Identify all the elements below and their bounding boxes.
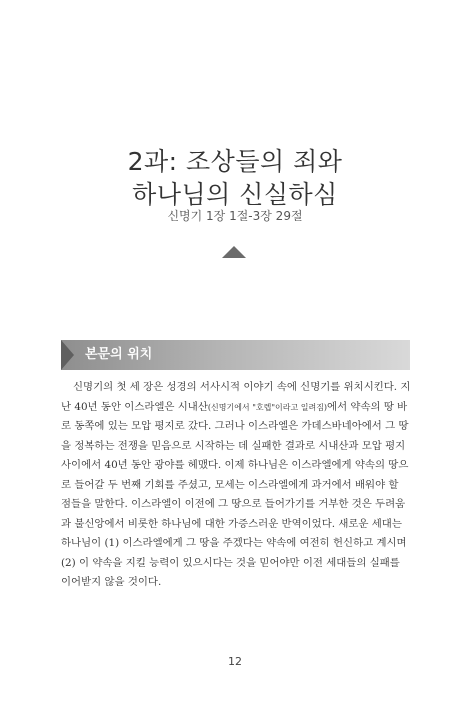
page-number: 12 bbox=[228, 655, 242, 668]
body-line-1: 신명기의 첫 세 장은 성경의 서사시적 이야기 속에 신명기를 위치시킨다. 지 bbox=[73, 381, 410, 393]
body-line-2-start: 난 40년 동안 이스라엘은 시내산 bbox=[61, 400, 208, 413]
section-header-bar bbox=[61, 340, 410, 370]
body-line-2-end: 에서 약속의 땅 바 bbox=[327, 400, 408, 413]
body-line-7: 점들을 말한다. 이스라엘이 이전에 그 땅으로 들어가기를 거부한 것은 두려움 bbox=[61, 498, 406, 510]
body-line-2-note: (신명기에서 "호렙"이라고 일려짐) bbox=[207, 402, 328, 412]
arrow-right-icon bbox=[61, 340, 74, 370]
body-paragraph bbox=[61, 378, 410, 593]
body-line-3: 로 동쪽에 있는 모압 평지로 갔다. 그러나 이스라엘은 가데스바네아에서 그 땅 bbox=[61, 420, 409, 432]
body-line-6: 로 들어갈 두 번째 기회를 주셨고, 모세는 이스라엘에게 과거에서 배워야 할 bbox=[61, 478, 399, 491]
body-line-2 bbox=[61, 398, 410, 418]
lesson-title-line-2: 하나님의 신실하심 bbox=[132, 180, 338, 209]
lesson-title-line-1: 2과: 조상들의 죄와 bbox=[127, 147, 343, 176]
body-line-5: 사이에서 40년 동안 광야를 헤맸다. 이제 하나님은 이스라엘에게 약속의 땅으 bbox=[61, 459, 409, 471]
section-header-label: 본문의 위치 bbox=[85, 347, 153, 362]
body-line-10: (2) 이 약속을 지킬 능력이 있으시다는 것을 믿어야만 이전 세대들의 실패를 bbox=[61, 556, 400, 569]
body-line-9: 하나님이 (1) 이스라엘에게 그 땅을 주겠다는 약속에 여전히 헌신하고 계시며 bbox=[61, 537, 407, 549]
body-line-8: 과 불신앙에서 비롯한 하나님에 대한 가증스러운 반역이었다. 새로운 세대는 bbox=[61, 517, 402, 530]
body-line-4: 을 정복하는 전쟁을 믿음으로 시작하는 데 실패한 결과로 시내산과 모압 평지 bbox=[61, 439, 406, 452]
body-line-11: 이어받지 않을 것이다. bbox=[61, 576, 162, 588]
triangle-up-icon bbox=[222, 246, 246, 258]
scripture-reference: 신명기 1장 1절-3장 29절 bbox=[167, 209, 303, 223]
lesson-title bbox=[0, 145, 470, 211]
